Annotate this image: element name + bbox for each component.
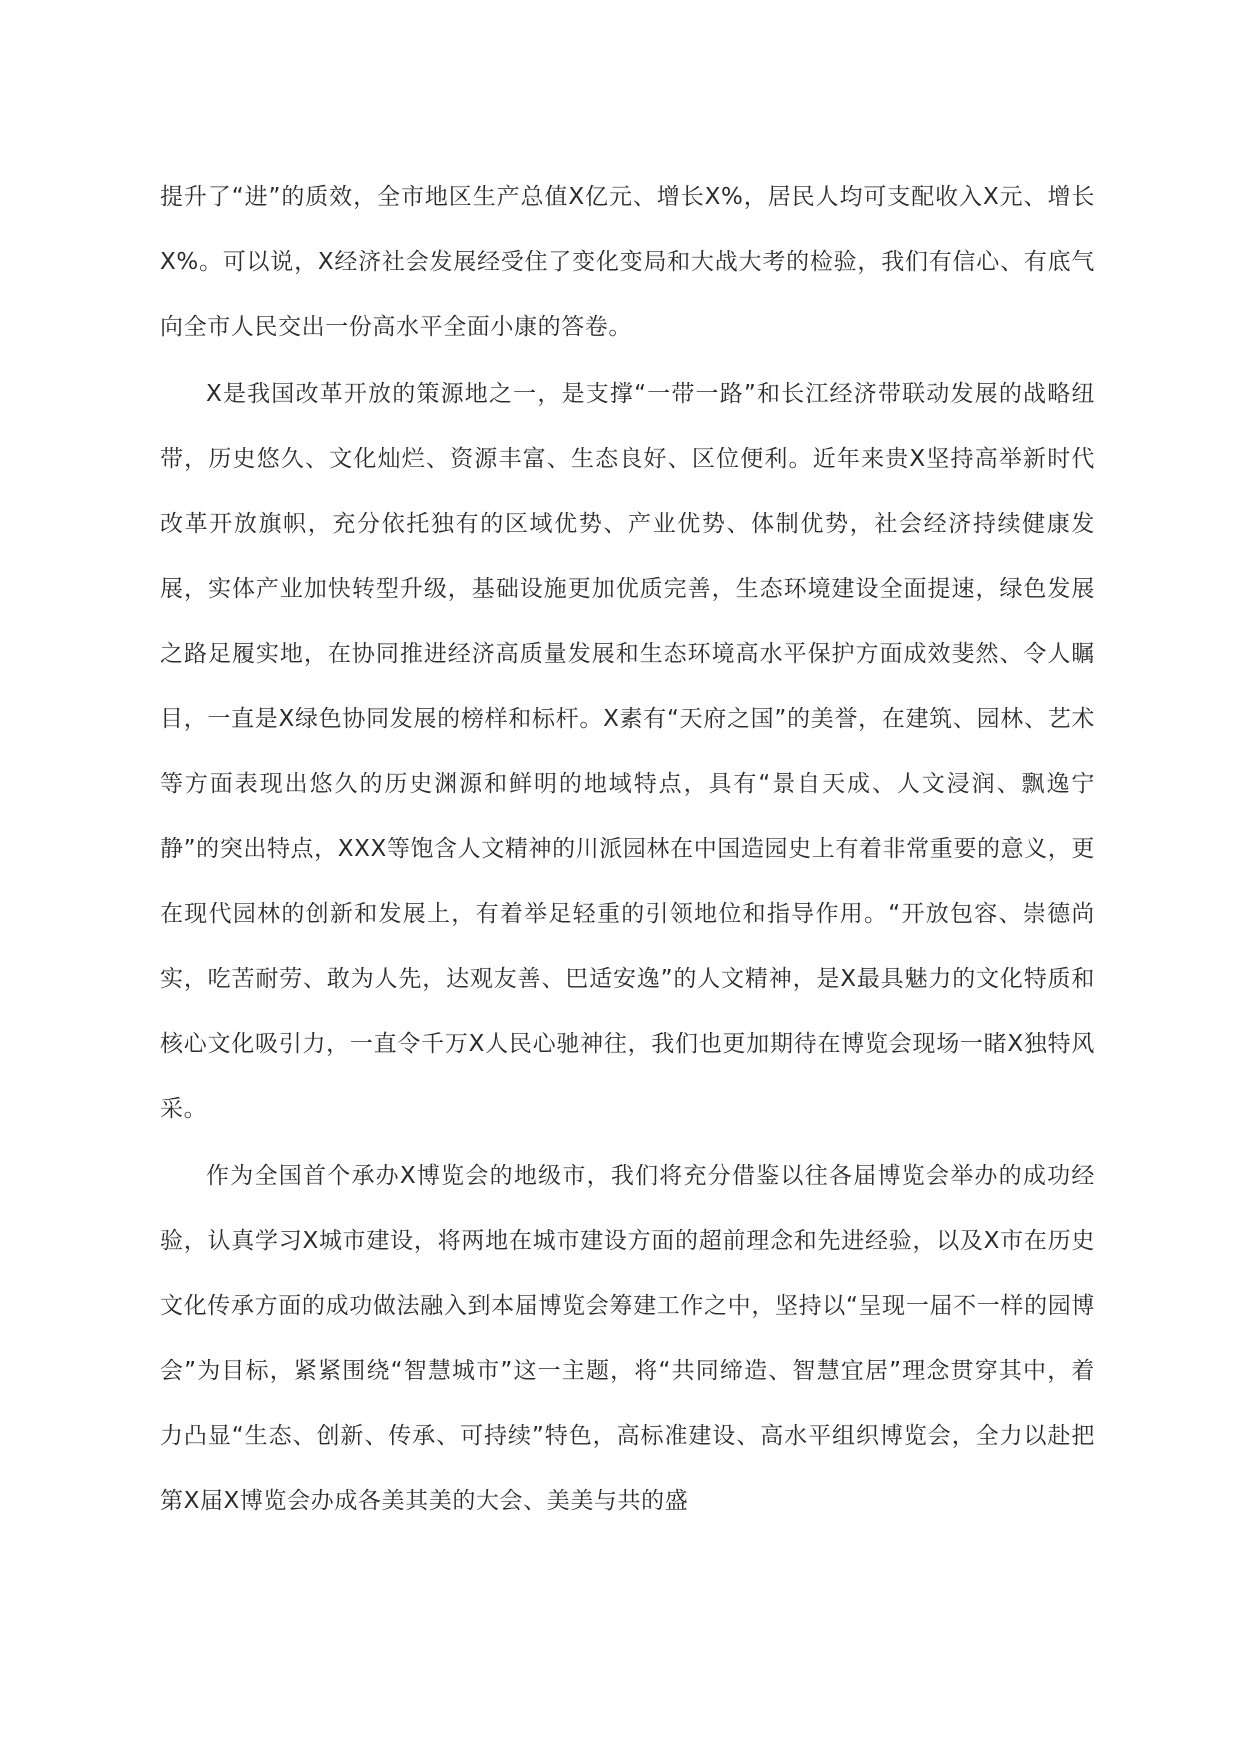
paragraph-3: 作为全国首个承办X博览会的地级市，我们将充分借鉴以往各届博览会举办的成功经验，认真学习X城市建设，将两地在城市建设方面的超前理念和先进经验，以及X市在历史文化传承方面的成功做法融入到本届博览会筹建工作之中，坚持以“呈现一届不一样的园博会”为目标，紧紧围绕“智慧城市”这一主题，将“共同缔造、智慧宜居”理念贯穿其中，着力凸显“生态、创新、传承、可持续”特色，高标准建设、高水平组织博览会，全力以赴把第X届X博览会办成各美其美的大会、美美与共的盛 [160, 1163, 1095, 1514]
paragraph-1: 提升了“进”的质效，全市地区生产总值X亿元、增长X%，居民人均可支配收入X元、增长X%。可以说，X经济社会发展经受住了变化变局和大战大考的检验，我们有信心、有底气向全市人民交出一份高水平全面小康的答卷。 [160, 184, 1095, 340]
paragraph-2: X是我国改革开放的策源地之一，是支撑“一带一路”和长江经济带联动发展的战略纽带，历史悠久、文化灿烂、资源丰富、生态良好、区位便利。近年来贵X坚持高举新时代改革开放旗帜，充分依托独有的区域优势、产业优势、体制优势，社会经济持续健康发展，实体产业加快转型升级，基础设施更加优质完善，生态环境建设全面提速，绿色发展之路足履实地，在协同推进经济高质量发展和生态环境高水平保护方面成效斐然、令人瞩目，一直是X绿色协同发展的榜样和标杆。X素有“天府之国”的美誉，在建筑、园林、艺术等方面表现出悠久的历史渊源和鲜明的地域特点，具有“景自天成、人文浸润、飘逸宁静”的突出特点，XXX等饱含人文精神的川派园林在中国造园史上有着非常重要的意义，更在现代园林的创新和发展上，有着举足轻重的引领地位和指导作用。“开放包容、崇德尚实，吃苦耐劳、敢为人先，达观友善、巴适安逸”的人文精神，是X最具魅力的文化特质和核心文化吸引力，一直令千万X人民心驰神往，我们也更加期待在博览会现场一睹X独特风采。 [160, 381, 1095, 1122]
document-body [160, 165, 1095, 1536]
